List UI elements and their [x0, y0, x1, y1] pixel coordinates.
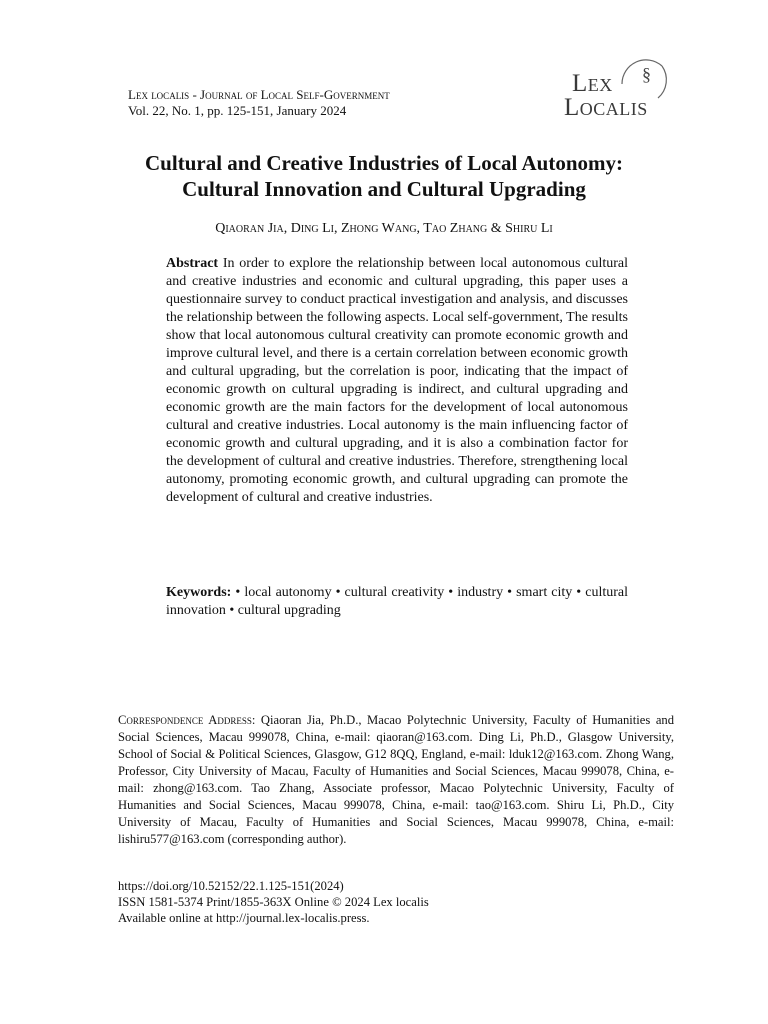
keywords-text: • local autonomy • cultural creativity • industry • smart city • cultural innovation • cultural upgrading — [166, 585, 628, 618]
correspondence-label: Correspondence Address: — [118, 713, 256, 727]
lex-localis-logo — [562, 54, 672, 126]
publication-info — [118, 878, 674, 926]
keywords-label: Keywords: — [166, 585, 232, 600]
journal-name-separator: - — [189, 87, 201, 102]
keywords — [166, 584, 628, 620]
logo-line1: Lex — [572, 70, 613, 97]
title-line1: Cultural and Creative Industries of Local Autonomy: — [145, 151, 623, 175]
journal-name-part2: Journal of Local Self-Government — [200, 87, 390, 102]
paper-title — [90, 150, 678, 202]
abstract-text: In order to explore the relationship between local autonomous cultural and creative industries and economic and cultural upgrading, this paper uses a questionnaire survey to conduct practical investigation and analysis, and discusses the relationship between the following aspects. Local self-government, The results show that local autonomous cultural creativity can promote economic growth and improve cultural level, and there is a certain correlation between economic growth and cultural upgrading, but the correlation is poor, indicating that the impact of economic growth on cultural upgrading is indirect, and cultural upgrading and economic growth are the main factors for the development of local autonomous cultural and creative industries. Local autonomy is the main influencing factor of economic growth and cultural upgrading, and it is also a combination factor for the development of cultural and creative industries. Therefore, strengthening local autonomy, promoting economic growth, and cultural upgrading can promote the development of cultural and creative industries. — [166, 256, 628, 505]
journal-header — [128, 87, 390, 119]
journal-volume: Vol. 22, No. 1, pp. 125-151, January 2024 — [128, 103, 347, 118]
author-list: Qiaoran Jia, Ding Li, Zhong Wang, Tao Zhang & Shiru Li — [215, 221, 553, 236]
abstract-label: Abstract — [166, 256, 219, 271]
available-online: Available online at http://journal.lex-localis.press. — [118, 911, 370, 925]
correspondence-address — [118, 712, 674, 848]
section-mark-icon: § — [642, 64, 651, 84]
doi-link[interactable]: https://doi.org/10.52152/22.1.125-151(2024) — [118, 879, 344, 893]
logo-line2: Localis — [564, 94, 648, 121]
journal-name-part1: Lex localis — [128, 87, 190, 102]
issn-line: ISSN 1581-5374 Print/1855-363X Online © 2024 Lex localis — [118, 895, 429, 909]
abstract — [166, 255, 628, 507]
title-line2: Cultural Innovation and Cultural Upgrading — [182, 177, 586, 201]
correspondence-text: Qiaoran Jia, Ph.D., Macao Polytechnic University, Faculty of Humanities and Social Sciences, Macau 999078, China, e-mail: qiaoran@163.com. Ding Li, Ph.D., Glasgow University, School of Social & Political Sciences, Glasgow, G12 8QQ, England, e-mail: lduk12@163.com. Zhong Wang, Professor, City University of Macau, Faculty of Humanities and Social Sciences, Macau 999078, China, e-mail: zhong@163.com. Tao Zhang, Associate professor, Macao Polytechnic University, Faculty of Humanities and Social Sciences, Macau 999078, China, e-mail: tao@163.com. Shiru Li, Ph.D., City University of Macau, Faculty of Humanities and Social Sciences, Macau 999078, China, e-mail: lishiru577@163.com (corresponding author). — [118, 713, 675, 846]
journal-name — [128, 87, 390, 103]
